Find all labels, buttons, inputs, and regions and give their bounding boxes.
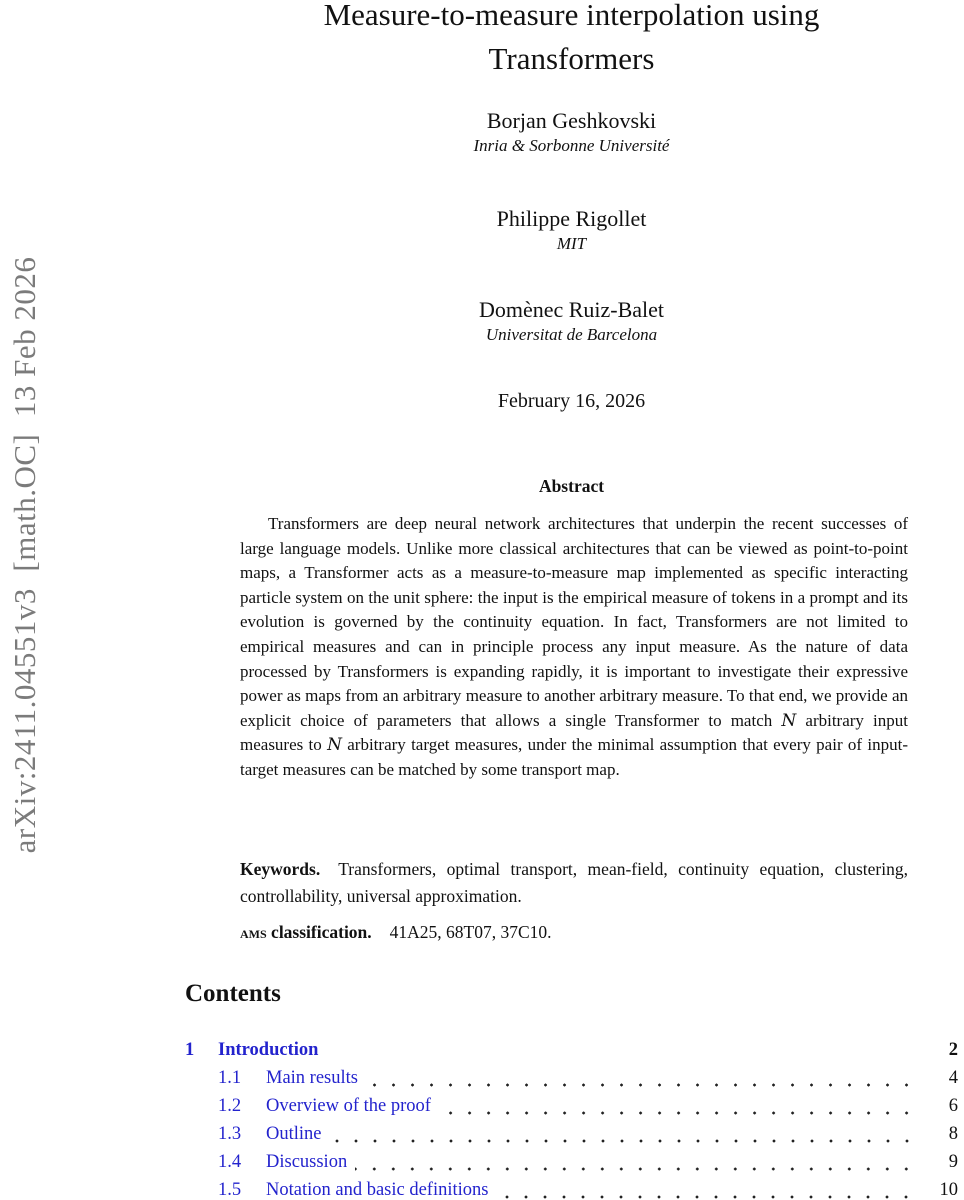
toc-item-number: 1.3 <box>218 1124 242 1144</box>
paper-date: February 16, 2026 <box>497 390 646 412</box>
toc-row-introduction[interactable] <box>185 1040 958 1068</box>
toc-section-number: 1 <box>185 1040 195 1060</box>
arxiv-watermark: arXiv:2411.04551v3 [math.OC] 13 Feb 2026 <box>7 256 42 854</box>
toc-dot-leader <box>439 1096 914 1124</box>
ams-smallcaps: ams <box>240 922 267 942</box>
toc-page-number: 4 <box>948 1068 958 1088</box>
toc-item-number: 1.5 <box>218 1180 242 1200</box>
author-block-3 <box>185 297 958 346</box>
table-of-contents <box>185 1040 958 1200</box>
author-name: Borjan Geshkovski <box>486 108 657 133</box>
keywords-label: Keywords. <box>240 859 321 879</box>
toc-link-introduction[interactable]: Introduction <box>218 1040 319 1060</box>
author-name: Philippe Rigollet <box>496 206 647 231</box>
toc-row-discussion[interactable] <box>185 1152 958 1180</box>
main-column <box>185 0 958 1200</box>
author-affiliation: MIT <box>556 234 587 253</box>
toc-link-overview-of-the-proof[interactable]: Overview of the proof <box>266 1096 431 1116</box>
toc-dot-leader <box>496 1180 914 1200</box>
toc-link-outline[interactable]: Outline <box>266 1124 322 1144</box>
toc-dot-leader <box>355 1152 914 1180</box>
toc-row-outline[interactable] <box>185 1124 958 1152</box>
math-variable-n: N <box>781 710 797 731</box>
classification-block <box>240 919 908 946</box>
contents-heading: Contents <box>185 980 281 1007</box>
toc-page-number: 6 <box>948 1096 958 1116</box>
abstract-part1: Transformers are deep neural network architectures that underpin the recent successes of large language models. Unlike more classical architectures that can be viewed as point-to-point maps, a Transformer acts as a measure-to-measure map implemented as specific interacting particle system on the unit sphere: the input is the empirical measure of tokens in a prompt and its evolution is governed by the continuity equation. In fact, Transformers are not limited to empirical measures and can in principle process any input measure. As the nature of data processed by Transformers is expanding rapidly, it is important to investigate their expressive power as maps from an arbitrary measure to another arbitrary measure. To that end, we provide an explicit choice of parameters that allows a single Transformer to match <box>240 514 908 730</box>
toc-link-discussion[interactable]: Discussion <box>266 1152 348 1172</box>
classification-label: classification. <box>266 922 372 942</box>
author-name: Domènec Ruiz-Balet <box>478 297 665 322</box>
abstract-text <box>240 512 908 783</box>
abstract-part2: arbitrary input measures to <box>240 710 908 755</box>
keywords-block <box>240 856 908 910</box>
toc-leader <box>326 1040 914 1068</box>
paper-title <box>185 0 958 81</box>
toc-item-number: 1.1 <box>218 1068 242 1088</box>
toc-row-notation-and-basic-definitions[interactable] <box>185 1180 958 1200</box>
toc-link-notation-and-basic-definitions[interactable]: Notation and basic definitions <box>266 1180 489 1200</box>
author-block-1 <box>185 108 958 157</box>
toc-page-number: 10 <box>939 1180 958 1200</box>
toc-link-main-results[interactable]: Main results <box>266 1068 358 1088</box>
toc-item-number: 1.4 <box>218 1152 242 1172</box>
toc-item-number: 1.2 <box>218 1096 242 1116</box>
paper-title-line1: Measure-to-measure interpolation using <box>323 0 820 32</box>
toc-dot-leader <box>366 1068 914 1096</box>
abstract-part3: arbitrary target measures, under the minimal assumption that every pair of input-target measures can be matched by some transport map. <box>240 735 908 779</box>
keywords-text: Transformers, optimal transport, mean-field, continuity equation, clustering, controllability, universal approximation. <box>240 859 908 906</box>
math-variable-n: N <box>327 735 342 756</box>
author-block-2 <box>185 206 958 255</box>
abstract-heading: Abstract <box>538 476 605 496</box>
toc-page-number: 8 <box>948 1124 958 1144</box>
toc-dot-leader <box>330 1124 915 1152</box>
toc-page-number: 2 <box>948 1040 958 1060</box>
author-affiliation: Inria & Sorbonne Université <box>473 136 670 155</box>
toc-page-number: 9 <box>948 1152 958 1172</box>
classification-text: 41A25, 68T07, 37C10. <box>389 922 552 942</box>
paper-title-line2: Transformers <box>488 41 655 76</box>
author-affiliation: Universitat de Barcelona <box>485 325 658 344</box>
toc-row-main-results[interactable] <box>185 1068 958 1096</box>
toc-row-overview-of-the-proof[interactable] <box>185 1096 958 1124</box>
